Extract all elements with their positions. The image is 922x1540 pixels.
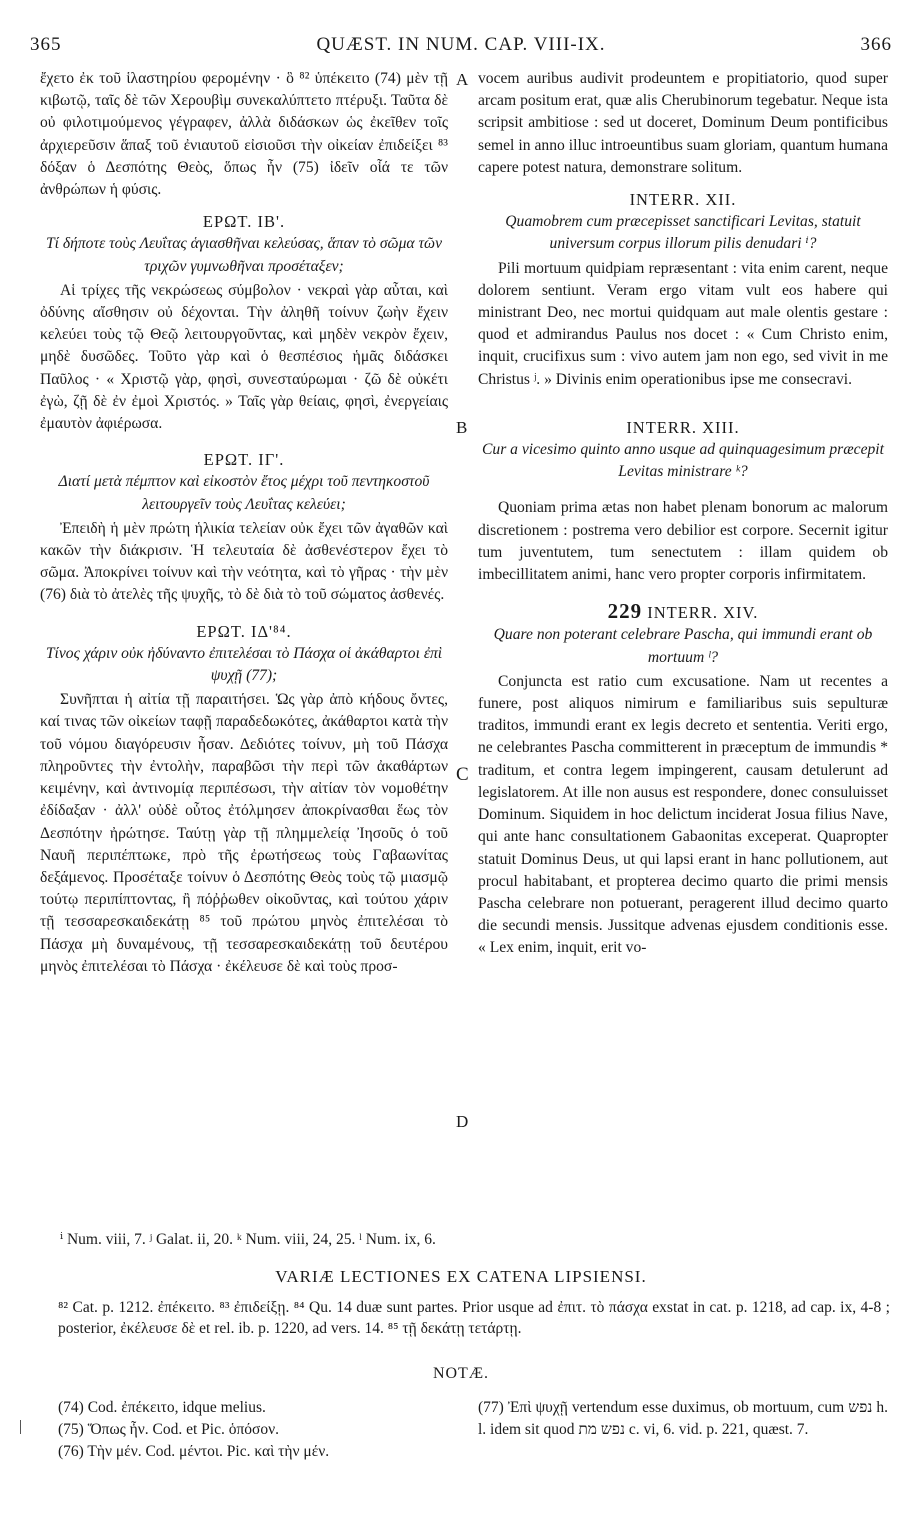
margin-marker-b: B xyxy=(456,418,468,437)
margin-marker-c: C xyxy=(456,764,469,785)
page-number-left: 365 xyxy=(30,34,62,55)
page-number-right: 366 xyxy=(860,34,892,55)
greek-answer-14: Συνῆπται ἡ αἰτία τῇ παραιτήσει. Ὡς γὰρ ἀπὸ κήδους ὄντες, καί τινας τῶν οἰκείων ταφῇ παραδεδωκότες, ἀκάθαρτοι κατὰ τὴν τοῦ νόμου διαγόρευσιν ἦσαν. Δεδιότες τοίνυν, μὴ τοῦ Πάσχα πληροῦντες τὴν ἐντολὴν, παραβῶσι τὴν περὶ τῶν ἀκαθάρτων κειμένην, καὶ ἀντινομίᾳ περιπέσωσι, τὴν αἰτίαν τὸν νομοθέτην ἐδίδαξαν · ἀλλ' οὐδὲ οὗτος ἐτόλμησεν ἀποκρίνασθαι ἕως τὸν Δεσπότην ἠρώτησε. Ταύτῃ γὰρ τῇ πλημμελείᾳ Ἰησοῦς ὁ τοῦ Ναυῆ περιπέπτωκε, πρὸ τῆς ἐρωτήσεως τοὺς Γαβαωνίτας δεξάμενος. Προσέταξε τοίνυν ὁ Δεσπότης Θεὸς τοὺς τῷ μιασμῷ τούτῳ περιπίπτοντας, ἢ πόῤῥωθεν οἰκοῦντας, καὶ τούτου χάριν τῇ τεσσαρεσκαιδεκάτῃ ⁸⁵ τοῦ πρώτου μηνὸς ἐπιτελέσαι τὸ Πάσχα μὴ δυναμένους, τῇ τεσσαρεσκαιδεκάτῃ τοῦ δευτέρου μηνὸς ἐπιτελέσαι τὸ Πάσχα · ἐκέλευσε δὲ καὶ τοὺς προσ- xyxy=(40,691,448,975)
greek-answer-13: Ἐπειδὴ ἡ μὲν πρώτη ἡλικία τελείαν οὐκ ἔχει τῶν ἀγαθῶν καὶ κακῶν τὴν διάκρισιν. Ἡ τελευταία δὲ ἀσθενέστερον ἔχει τὸ σῶμα. Ἀποκρίνει τοίνυν καὶ τὴν νεότητα, καὶ τὸ γῆρας · τὴν μὲν (76) διὰ τὸ ἀτελὲς τῆς ψυχῆς, τὸ δὲ διὰ τὸ τοῦ σώματος ἀσθενές. xyxy=(40,519,448,604)
edition-page-reference: 229 xyxy=(607,599,643,624)
greek-question-12-heading: ΕΡΩΤ. ΙΒ'. xyxy=(202,212,286,232)
latin-question-12-text: Quamobrem cum præcepisset sanctificari Levitas, statuit universum corpus illorum pilis denudari ⁱ? xyxy=(505,213,861,253)
latin-question-14-text: Quare non poterant celebrare Pascha, qui immundi erant ob mortuum ˡ? xyxy=(493,626,873,666)
margin-rule-mark xyxy=(20,1420,21,1434)
note-77: (77) Ἐπὶ ψυχῇ vertendum esse duximus, ob mortuum, cum נפש h. l. idem sit quod נפש מת c. vi, 6. vid. p. 221, quæst. 7. xyxy=(478,1399,889,1438)
latin-question-14-heading xyxy=(478,600,888,624)
greek-question-14-heading: ΕΡΩΤ. ΙΔ'⁸⁴. xyxy=(196,621,292,641)
margin-marker-d: D xyxy=(456,1112,469,1131)
note-74: (74) Cod. ἐπέκειτο, idque melius. xyxy=(58,1399,266,1416)
variae-lectiones-title: VARIÆ LECTIONES EX CATENA LIPSIENSI. xyxy=(275,1267,647,1286)
greek-intro-paragraph: ἔχετο ἐκ τοῦ ἱλαστηρίου φερομένην · ὃ ⁸² ὑπέκειτο (74) μὲν τῇ κιβωτῷ, ταῖς δὲ τῶν Χερουβὶμ συνεκαλύπτετο πτέρυξι. Ταῦτα δὲ οὐ φιλοτιμούμενος γέγραφεν, ἀλλὰ διδάσκων ὡς ἐκεῖθεν τοῖς ἀρχιερεῦσιν ἅπαξ τοῦ ἐνιαυτοῦ εἰσιοῦσι τὴν οἰκείαν ἐπιδείξει ⁸³ δόξαν ὁ Δεσπότης Θεὸς, ὅπως ἦν (75) ἰδεῖν οἷά τε τῶν ἀνθρώπων ἡ φύσις. xyxy=(40,70,448,199)
latin-answer-14: Conjuncta est ratio cum excusatione. Nam ut recentes a funere, post aliquos nimirum e familiaribus suis sepulturæ traditos, immundi erant ex legis decreto et sententia. Veriti ergo, ne celebrantes Pascha committerent in præceptum de immundis * traditum, et contra legem impingerent, causam detulerunt ad legislatorem. At ille non ausus est respondere, donec consuluisset Dominum. Siquidem in hoc delictum inciderat Josua filius Nave, qui ante hanc consultationem Gabaonitas exceperat. Quapropter statuit Dominus Deus, ut qui lapsi erant in hanc pollutionem, aut procul habitabant, et propterea decimo quarto die primi mensis Pascha celebrare non potuerant, peragerent illud decimo quarto die secundi mensis. Jussitque advenas ejusdem conditionis esse. « Lex enim, inquit, erit vo- xyxy=(478,672,888,957)
latin-question-14-label: INTERR. XIV. xyxy=(647,603,759,623)
greek-column xyxy=(40,68,448,978)
latin-answer-12: Pili mortuum quidpiam repræsentant : vita enim carent, neque dolorem sentiunt. Veram ergo vitam vult eos habere qui ministrant Deo, nec mortui quidquam aut male olentis gestare : quod et admirandus Paulus nos docet : « Cum Christo enim, inquit, crucifixus sum : vivo autem jam non ego, sed vivit in me Christus ʲ. » Divinis enim operationibus ipse me consecravi. xyxy=(478,259,888,388)
greek-question-13-heading: ΕΡΩΤ. ΙΓ'. xyxy=(203,450,285,470)
greek-answer-12: Αἱ τρίχες τῆς νεκρώσεως σύμβολον · νεκραὶ γὰρ αὗται, καὶ ὀδύνης αἴσθησιν οὐ δέχονται. Τὴν ἀληθῆ τοίνυν ζωὴν ἔχειν κελεύει τοὺς τῷ Θεῷ λειτουργοῦντας, καὶ μηδὲν νεκρὸν ἔχειν, μηδὲ δυσῶδες. Τοῦτο γὰρ καὶ ὁ θεσπέσιος ἡμᾶς διδάσκει Παῦλος · « Χριστῷ γὰρ, φησὶ, συνεσταύρωμαι · ζῶ δὲ οὐκέτι ἐγὼ, ζῇ δὲ ἐν ἐμοὶ Χριστός. » Ταῖς γὰρ θείαις, φησὶ, ἐνεργείαις ἐμαυτὸν ἀφιέρωσα. xyxy=(40,281,448,433)
margin-marker-a: A xyxy=(456,70,469,89)
running-title: QUÆST. IN NUM. CAP. VIII-IX. xyxy=(316,34,606,55)
notae-right-column xyxy=(478,1397,888,1441)
scripture-footnotes: ⁱ Num. viii, 7. ʲ Galat. ii, 20. ᵏ Num. viii, 24, 25. ˡ Num. ix, 6. xyxy=(60,1231,436,1248)
latin-question-13-heading: INTERR. XIII. xyxy=(626,417,740,437)
notae-title: NOTÆ. xyxy=(432,1365,490,1382)
greek-question-12-text: Τί δήποτε τοὺς Λευΐτας ἁγιασθῆναι κελεύσας, ἅπαν τὸ σῶμα τῶν τριχῶν γυμνωθῆναι προσέταξεν; xyxy=(45,235,442,275)
greek-question-13-text: Διατί μετὰ πέμπτον καὶ εἰκοστὸν ἔτος μέχρι τοῦ πεντηκοστοῦ λειτουργεῖν τοὺς Λευΐτας κελεύει; xyxy=(58,473,430,513)
latin-question-12-heading: INTERR. XII. xyxy=(629,190,737,210)
greek-question-14-text: Τίνος χάριν οὐκ ἠδύναντο ἐπιτελέσαι τὸ Πάσχα οἱ ἀκάθαρτοι ἐπὶ ψυχῇ (77); xyxy=(45,644,443,685)
latin-answer-13: Quoniam prima ætas non habet plenam bonorum ac malorum discretionem : postrema vero debilior est corpore. Secernit igitur tum juventutem, tum senectutem : illam quidem ob imbecillitatem animi, hanc vero propter corporis infirmitatem. xyxy=(478,499,888,584)
note-76: (76) Τὴν μέν. Cod. μέντοι. Pic. καὶ τὴν μέν. xyxy=(58,1443,330,1460)
latin-question-13-text: Cur a vicesimo quinto anno usque ad quinquagesimum præcepit Levitas ministrare ᵏ? xyxy=(482,441,884,481)
variae-lectiones-text: ⁸² Cat. p. 1212. ἐπέκειτο. ⁸³ ἐπιδείξῃ. ⁸⁴ Qu. 14 duæ sunt partes. Prior usque ad ἐπιτ. τὸ πάσχα exstat in cat. p. 1218, ad cap. ix, 4-8 ; posterior, ἐκέλευσε δὲ et rel. ib. p. 1220, ad vers. 14. ⁸⁵ τῇ δεκάτῃ τετάρτῃ. xyxy=(58,1299,890,1337)
running-head xyxy=(30,34,892,60)
latin-column xyxy=(478,68,888,960)
latin-intro-paragraph: vocem auribus audivit prodeuntem e propitiatorio, quod super arcam positum erat, quæ alis Cherubinorum tegebatur. Neque ista scripsit ambitiose : sed ut doceret, Dominum Deum pontificibus semel in anno illuc introeuntibus suam gloriam, quantum humana capere potest natura, demonstrare solitum. xyxy=(478,70,888,176)
notae-left-column xyxy=(58,1397,458,1463)
note-75: (75) Ὅπως ἦν. Cod. et Pic. ὁπόσον. xyxy=(58,1421,280,1438)
